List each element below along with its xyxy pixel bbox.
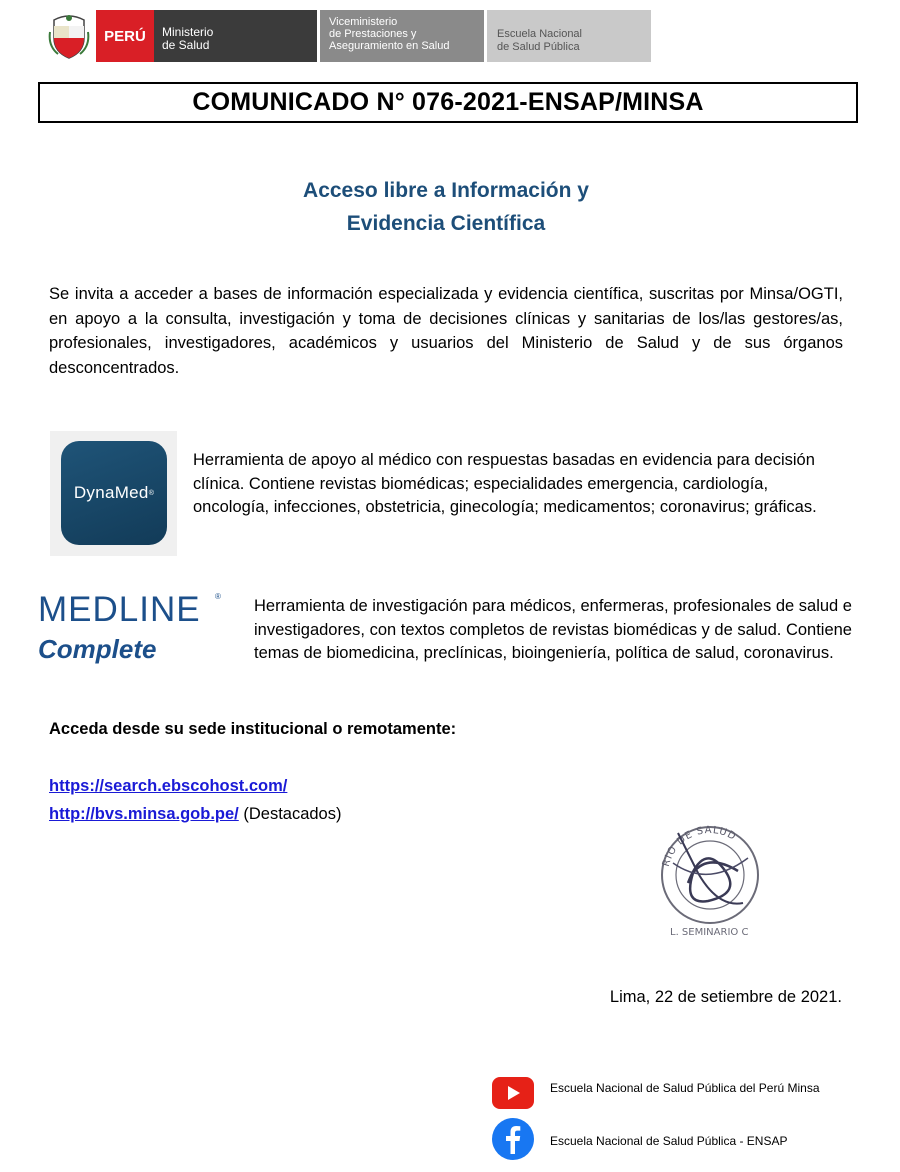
peru-coat-of-arms-icon (48, 12, 90, 60)
ebsco-link[interactable]: https://search.ebscohost.com/ (49, 777, 288, 795)
vice-line1: Viceministerio (329, 16, 398, 28)
facebook-label: Escuela Nacional de Salud Pública - ENSAP (550, 1133, 788, 1148)
ministerio-line2: de Salud (162, 38, 210, 52)
document-title-text: COMUNICADO N° 076-2021-ENSAP/MINSA (192, 88, 704, 116)
youtube-row[interactable] (490, 1076, 820, 1113)
youtube-label: Escuela Nacional de Salud Pública del Perú Minsa (550, 1080, 820, 1095)
dynamed-logo-mark: ® (148, 489, 155, 497)
facebook-row[interactable] (490, 1116, 787, 1165)
subtitle-line2: Evidencia Científica (346, 212, 546, 235)
seal-bottom-text: L. SEMINARIO C (670, 927, 749, 938)
medline-logo-complete: Complete (38, 634, 157, 664)
bvs-link-row (49, 805, 341, 824)
escuela-block (487, 10, 651, 62)
dynamed-logo-text: DynaMed (73, 483, 149, 502)
official-seal-stamp (648, 813, 773, 943)
medline-logo-word: MEDLINE (38, 590, 201, 629)
peru-label: PERÚ (104, 27, 146, 45)
document-date: Lima, 22 de setiembre de 2021. (609, 988, 842, 1006)
vice-line2: de Prestaciones y (329, 28, 417, 40)
vice-line3: Aseguramiento en Salud (329, 40, 450, 52)
seal-top-text: RIO DE SALUD (660, 824, 739, 868)
viceministerio-block (320, 10, 484, 62)
bvs-link[interactable]: http://bvs.minsa.gob.pe/ (49, 805, 239, 823)
medline-description: Herramienta de investigación para médicos, enfermeras, profesionales de salud e investigadores, con textos completos de revistas biomédicas y de salud. Contiene temas de biomedicina, preclínicas, bioingeniería, política de salud, coronavirus. (254, 597, 852, 662)
youtube-icon[interactable] (490, 1076, 536, 1113)
ministerio-line1: Ministerio (162, 25, 214, 39)
facebook-icon[interactable] (490, 1116, 536, 1165)
ministerio-block (154, 10, 317, 62)
escuela-line1: Escuela Nacional (497, 28, 582, 40)
dynamed-description: Herramienta de apoyo al médico con respuestas basadas en evidencia para decisión clínica. Contiene revistas biomédicas; especialidades emergencia, cardiología, oncología, infecciones, obstetricia, ginecología; medicamentos; coronavirus; gráficas. (193, 451, 817, 516)
access-heading: Acceda desde su sede institucional o remotamente: (49, 720, 457, 738)
subtitle-line1: Acceso libre a Información y (303, 179, 589, 202)
peru-brand-block (96, 10, 154, 62)
document-title (38, 82, 858, 123)
bvs-note: (Destacados) (243, 805, 342, 823)
intro-paragraph: Se invita a acceder a bases de información especializada y evidencia científica, suscritas por Minsa/OGTI, en apoyo a la consulta, investigación y toma de decisiones clínicas y sanitarias de los/las gestores/as, profesionales, investigadores, académicos y usuarios del Ministerio de Salud y de sus órganos desconcentrados. (49, 285, 843, 377)
medline-logo-mark: ® (215, 592, 221, 601)
escuela-line2: de Salud Pública (497, 41, 580, 53)
dynamed-logo (61, 441, 167, 545)
